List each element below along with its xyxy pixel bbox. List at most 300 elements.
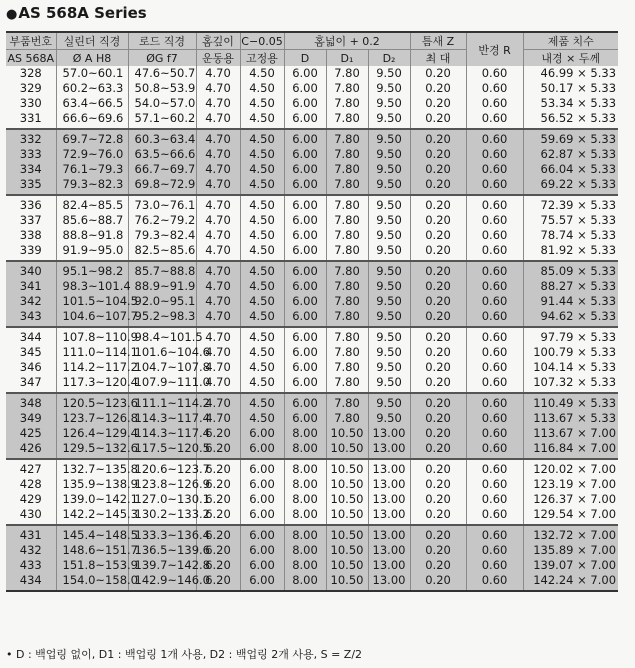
cell-clearance-max: 0.20 xyxy=(410,558,466,573)
cell-groove-width-d1: 7.80 xyxy=(326,96,368,111)
cell-cylinder-dia: 142.2~145.3 xyxy=(56,507,128,525)
cell-part-no: 347 xyxy=(19,375,42,389)
cell-clearance-max: 0.20 xyxy=(410,228,466,243)
cell-clearance-max: 0.20 xyxy=(410,162,466,177)
cell-groove-width-d2: 9.50 xyxy=(368,81,410,96)
cell-groove-depth-static: 4.50 xyxy=(240,81,284,96)
cell-groove-depth-dynamic: 4.70 xyxy=(196,81,240,96)
cell-clearance-max: 0.20 xyxy=(410,411,466,426)
header-static: 고정용 xyxy=(240,50,284,67)
cell-groove-depth-static: 4.50 xyxy=(240,243,284,261)
cell-part-no: 426 xyxy=(6,441,56,459)
cell-product-size: 107.32 × 5.33 xyxy=(523,375,618,393)
cell-radius: 0.60 xyxy=(466,459,523,477)
cell-groove-width-d2: 9.50 xyxy=(368,261,410,279)
table-row xyxy=(6,261,618,279)
table-row xyxy=(6,162,618,177)
cell-radius: 0.60 xyxy=(466,507,523,525)
cell-groove-depth-dynamic: 4.70 xyxy=(196,177,240,195)
cell-groove-width-d2: 9.50 xyxy=(368,345,410,360)
header-groove-depth: 홈깊이 xyxy=(196,32,240,50)
table-body xyxy=(6,66,618,591)
cell-clearance-max: 0.20 xyxy=(410,393,466,411)
cell-part-no: 432 xyxy=(6,543,56,558)
cell-radius: 0.60 xyxy=(466,426,523,441)
table-row xyxy=(6,459,618,477)
cell-groove-width-d1: 7.80 xyxy=(326,162,368,177)
cell-groove-depth-dynamic: 6.20 xyxy=(196,573,240,591)
cell-part-no: 340 xyxy=(6,261,56,279)
cell-groove-depth-dynamic: 4.70 xyxy=(196,345,240,360)
cell-part-no: 348 xyxy=(6,393,56,411)
cell-groove-width-d: 6.00 xyxy=(284,393,326,411)
cell-cylinder-dia: 95.1~98.2 xyxy=(56,261,128,279)
cell-groove-width-d2: 13.00 xyxy=(368,441,410,459)
table-row xyxy=(6,111,618,129)
cell-cylinder-dia: 132.7~135.8 xyxy=(56,459,128,477)
cell-rod-dia: 57.1~60.2 xyxy=(128,111,196,129)
cell-groove-width-d2: 13.00 xyxy=(368,426,410,441)
cell-radius: 0.60 xyxy=(466,279,523,294)
cell-clearance-max: 0.20 xyxy=(410,129,466,147)
cell-groove-width-d: 8.00 xyxy=(284,459,326,477)
cell-groove-depth-dynamic: 4.70 xyxy=(196,213,240,228)
cell-part-no: 338 xyxy=(19,228,42,242)
cell-radius: 0.60 xyxy=(466,558,523,573)
cell-groove-width-d1: 7.80 xyxy=(326,375,368,393)
cell-groove-width-d1: 10.50 xyxy=(326,441,368,459)
cell-groove-width-d2: 13.00 xyxy=(368,459,410,477)
table-row xyxy=(6,411,618,426)
cell-groove-depth-static: 4.50 xyxy=(240,111,284,129)
cell-groove-width-d1: 10.50 xyxy=(326,558,368,573)
cell-cylinder-dia: 139.0~142.1 xyxy=(56,492,128,507)
cell-rod-dia: 101.6~104.6 xyxy=(128,345,196,360)
cell-rod-dia: 79.3~82.4 xyxy=(128,228,196,243)
cell-groove-width-d: 6.00 xyxy=(284,309,326,327)
cell-part-no: 430 xyxy=(19,507,42,521)
header-bore-fit: Ø A H8 xyxy=(56,50,128,67)
cell-part-no: 336 xyxy=(6,195,56,213)
table-row xyxy=(6,195,618,213)
cell-rod-dia: 117.5~120.5 xyxy=(128,441,196,459)
cell-groove-depth-dynamic: 6.20 xyxy=(196,441,240,459)
cell-groove-depth-dynamic: 4.70 xyxy=(196,279,240,294)
cell-groove-depth-dynamic: 4.70 xyxy=(196,375,240,393)
cell-radius: 0.60 xyxy=(466,129,523,147)
table-row xyxy=(6,441,618,459)
cell-groove-depth-static: 6.00 xyxy=(240,492,284,507)
cell-groove-width-d: 6.00 xyxy=(284,177,326,195)
cell-cylinder-dia: 154.0~158.0 xyxy=(56,573,128,591)
cell-groove-depth-static: 4.50 xyxy=(240,177,284,195)
cell-groove-depth-static: 6.00 xyxy=(240,459,284,477)
cell-clearance-max: 0.20 xyxy=(410,327,466,345)
cell-groove-width-d1: 7.80 xyxy=(326,213,368,228)
cell-product-size: 142.24 × 7.00 xyxy=(523,573,618,591)
cell-cylinder-dia: 148.6~151.7 xyxy=(56,543,128,558)
cell-rod-dia: 69.8~72.9 xyxy=(128,177,196,195)
cell-groove-depth-static: 4.50 xyxy=(240,309,284,327)
cell-groove-depth-static: 4.50 xyxy=(240,327,284,345)
cell-groove-width-d: 8.00 xyxy=(284,492,326,507)
cell-clearance-max: 0.20 xyxy=(410,261,466,279)
cell-groove-depth-dynamic: 6.20 xyxy=(196,492,240,507)
cell-groove-width-d: 8.00 xyxy=(284,543,326,558)
cell-groove-depth-dynamic: 6.20 xyxy=(196,558,240,573)
header-d1: D₁ xyxy=(326,50,368,67)
cell-rod-dia: 120.6~123.7 xyxy=(128,459,196,477)
header-radius: 반경 R xyxy=(466,32,523,66)
cell-cylinder-dia: 76.1~79.3 xyxy=(56,162,128,177)
cell-groove-depth-static: 6.00 xyxy=(240,426,284,441)
cell-clearance-max: 0.20 xyxy=(410,81,466,96)
cell-groove-depth-dynamic: 4.70 xyxy=(196,411,240,426)
cell-radius: 0.60 xyxy=(466,525,523,543)
cell-radius: 0.60 xyxy=(466,345,523,360)
cell-radius: 0.60 xyxy=(466,375,523,393)
cell-clearance-max: 0.20 xyxy=(410,345,466,360)
cell-groove-depth-static: 6.00 xyxy=(240,477,284,492)
cell-groove-depth-dynamic: 4.70 xyxy=(196,393,240,411)
cell-groove-width-d2: 9.50 xyxy=(368,279,410,294)
cell-product-size: 69.22 × 5.33 xyxy=(523,177,618,195)
cell-rod-dia: 85.7~88.8 xyxy=(128,261,196,279)
cell-rod-dia: 111.1~114.2 xyxy=(128,393,196,411)
cell-rod-dia: 104.7~107.8 xyxy=(128,360,196,375)
cell-groove-width-d1: 7.80 xyxy=(326,81,368,96)
cell-groove-width-d2: 13.00 xyxy=(368,525,410,543)
cell-clearance-max: 0.20 xyxy=(410,459,466,477)
cell-groove-depth-dynamic: 6.20 xyxy=(196,543,240,558)
page-title xyxy=(6,4,147,22)
header-clearance: 틈새 Z xyxy=(410,32,466,50)
cell-groove-width-d: 6.00 xyxy=(284,162,326,177)
header-d: D xyxy=(284,50,326,67)
cell-rod-dia: 82.5~85.6 xyxy=(128,243,196,261)
table-row xyxy=(6,426,618,441)
header-as568a: AS 568A xyxy=(7,51,55,65)
cell-groove-width-d: 8.00 xyxy=(284,558,326,573)
cell-product-size: 94.62 × 5.33 xyxy=(523,309,618,327)
cell-groove-width-d2: 13.00 xyxy=(368,558,410,573)
cell-rod-dia: 139.7~142.8 xyxy=(128,558,196,573)
cell-part-no: 337 xyxy=(19,213,42,227)
table-row xyxy=(6,525,618,543)
cell-groove-width-d2: 9.50 xyxy=(368,162,410,177)
table-row xyxy=(6,96,618,111)
cell-product-size: 72.39 × 5.33 xyxy=(523,195,618,213)
header-max: 최 대 xyxy=(410,50,466,67)
header-d2: D₂ xyxy=(368,50,410,67)
cell-groove-depth-static: 6.00 xyxy=(240,525,284,543)
cell-radius: 0.60 xyxy=(466,543,523,558)
cell-clearance-max: 0.20 xyxy=(410,525,466,543)
cell-groove-width-d: 6.00 xyxy=(284,360,326,375)
cell-part-no: 428 xyxy=(19,477,42,491)
cell-groove-width-d: 8.00 xyxy=(284,441,326,459)
cell-groove-depth-static: 4.50 xyxy=(240,294,284,309)
table-row xyxy=(6,243,618,261)
cell-cylinder-dia: 60.2~63.3 xyxy=(56,81,128,96)
cell-cylinder-dia: 82.4~85.5 xyxy=(56,195,128,213)
header-product-size: 제품 치수 xyxy=(523,32,618,50)
cell-part-no: 333 xyxy=(6,147,56,162)
cell-groove-width-d2: 9.50 xyxy=(368,213,410,228)
table-row xyxy=(6,345,618,360)
cell-groove-width-d: 6.00 xyxy=(284,147,326,162)
table-row xyxy=(6,492,618,507)
cell-groove-width-d: 6.00 xyxy=(284,66,326,81)
cell-clearance-max: 0.20 xyxy=(410,543,466,558)
cell-groove-width-d: 6.00 xyxy=(284,195,326,213)
cell-rod-dia: 130.2~133.2 xyxy=(128,507,196,525)
cell-part-no: 341 xyxy=(6,279,56,294)
cell-cylinder-dia: 107.8~110.9 xyxy=(56,327,128,345)
cell-groove-depth-static: 4.50 xyxy=(240,411,284,426)
cell-groove-depth-dynamic: 4.70 xyxy=(196,360,240,375)
cell-radius: 0.60 xyxy=(466,162,523,177)
cell-cylinder-dia: 101.5~104.5 xyxy=(56,294,128,309)
cell-radius: 0.60 xyxy=(466,477,523,492)
cell-groove-width-d2: 13.00 xyxy=(368,507,410,525)
cell-cylinder-dia: 63.4~66.5 xyxy=(56,96,128,111)
cell-groove-width-d: 6.00 xyxy=(284,345,326,360)
table-header xyxy=(6,32,618,66)
bullet-icon: ● xyxy=(6,7,18,22)
cell-groove-width-d: 6.00 xyxy=(284,111,326,129)
cell-radius: 0.60 xyxy=(466,195,523,213)
cell-groove-depth-dynamic: 4.70 xyxy=(196,147,240,162)
cell-groove-width-d: 8.00 xyxy=(284,525,326,543)
cell-product-size: 135.89 × 7.00 xyxy=(523,543,618,558)
cell-radius: 0.60 xyxy=(466,573,523,591)
cell-rod-dia: 60.3~63.4 xyxy=(128,129,196,147)
cell-groove-width-d1: 7.80 xyxy=(326,111,368,129)
cell-groove-depth-dynamic: 6.20 xyxy=(196,507,240,525)
cell-rod-dia: 63.5~66.6 xyxy=(128,147,196,162)
cell-groove-width-d2: 13.00 xyxy=(368,492,410,507)
cell-cylinder-dia: 135.9~138.9 xyxy=(56,477,128,492)
cell-clearance-max: 0.20 xyxy=(410,177,466,195)
cell-clearance-max: 0.20 xyxy=(410,375,466,393)
cell-product-size: 66.04 × 5.33 xyxy=(523,162,618,177)
cell-product-size: 59.69 × 5.33 xyxy=(523,129,618,147)
cell-rod-dia: 92.0~95.1 xyxy=(128,294,196,309)
cell-groove-width-d1: 10.50 xyxy=(326,543,368,558)
cell-product-size: 85.09 × 5.33 xyxy=(523,261,618,279)
cell-product-size: 132.72 × 7.00 xyxy=(523,525,618,543)
cell-product-size: 88.27 × 5.33 xyxy=(523,279,618,294)
cell-product-size: 123.19 × 7.00 xyxy=(523,477,618,492)
cell-radius: 0.60 xyxy=(466,360,523,375)
table-row xyxy=(6,543,618,558)
cell-radius: 0.60 xyxy=(466,243,523,261)
cell-groove-width-d: 8.00 xyxy=(284,573,326,591)
cell-groove-width-d2: 9.50 xyxy=(368,360,410,375)
cell-radius: 0.60 xyxy=(466,111,523,129)
cell-part-no: 328 xyxy=(19,66,42,80)
cell-product-size: 53.34 × 5.33 xyxy=(523,96,618,111)
cell-radius: 0.60 xyxy=(466,393,523,411)
cell-product-size: 91.44 × 5.33 xyxy=(523,294,618,309)
cell-product-size: 126.37 × 7.00 xyxy=(523,492,618,507)
cell-groove-depth-static: 4.50 xyxy=(240,375,284,393)
cell-groove-depth-static: 6.00 xyxy=(240,573,284,591)
cell-part-no: 335 xyxy=(6,177,56,195)
cell-groove-width-d1: 10.50 xyxy=(326,525,368,543)
cell-groove-depth-static: 6.00 xyxy=(240,543,284,558)
header-rod-dia: 로드 직경 xyxy=(128,32,196,50)
cell-clearance-max: 0.20 xyxy=(410,426,466,441)
cell-cylinder-dia: 126.4~129.4 xyxy=(56,426,128,441)
cell-part-no: 339 xyxy=(19,243,42,257)
cell-groove-depth-static: 4.50 xyxy=(240,279,284,294)
cell-groove-depth-dynamic: 4.70 xyxy=(196,228,240,243)
cell-groove-width-d1: 7.80 xyxy=(326,261,368,279)
cell-groove-depth-static: 4.50 xyxy=(240,96,284,111)
cell-groove-depth-static: 6.00 xyxy=(240,558,284,573)
cell-part-no: 431 xyxy=(6,525,56,543)
cell-rod-dia: 47.6~50.7 xyxy=(128,66,196,81)
cell-cylinder-dia: 114.2~117.2 xyxy=(56,360,128,375)
cell-groove-width-d1: 7.80 xyxy=(326,345,368,360)
cell-product-size: 100.79 × 5.33 xyxy=(523,345,618,360)
cell-groove-width-d: 6.00 xyxy=(284,213,326,228)
cell-groove-depth-dynamic: 4.70 xyxy=(196,129,240,147)
cell-groove-depth-dynamic: 4.70 xyxy=(196,111,240,129)
header-dynamic: 운동용 xyxy=(196,50,240,67)
cell-cylinder-dia: 129.5~132.6 xyxy=(56,441,128,459)
cell-cylinder-dia: 120.5~123.6 xyxy=(56,393,128,411)
table-row xyxy=(6,573,618,591)
cell-groove-width-d2: 9.50 xyxy=(368,195,410,213)
cell-groove-width-d1: 7.80 xyxy=(326,294,368,309)
cell-groove-depth-dynamic: 6.20 xyxy=(196,459,240,477)
cell-groove-depth-dynamic: 4.70 xyxy=(196,261,240,279)
cell-cylinder-dia: 117.3~120.4 xyxy=(56,375,128,393)
cell-part-no: 342 xyxy=(6,294,56,309)
cell-product-size: 139.07 × 7.00 xyxy=(523,558,618,573)
cell-groove-depth-dynamic: 4.70 xyxy=(196,294,240,309)
cell-groove-width-d: 6.00 xyxy=(284,81,326,96)
cell-groove-depth-static: 4.50 xyxy=(240,228,284,243)
table-row xyxy=(6,393,618,411)
cell-groove-width-d1: 7.80 xyxy=(326,393,368,411)
cell-groove-width-d2: 9.50 xyxy=(368,228,410,243)
cell-rod-dia: 54.0~57.0 xyxy=(128,96,196,111)
cell-cylinder-dia: 79.3~82.3 xyxy=(56,177,128,195)
cell-groove-width-d: 6.00 xyxy=(284,129,326,147)
cell-part-no: 343 xyxy=(6,309,56,327)
cell-rod-dia: 88.9~91.9 xyxy=(128,279,196,294)
cell-radius: 0.60 xyxy=(466,261,523,279)
cell-product-size: 97.79 × 5.33 xyxy=(523,327,618,345)
cell-cylinder-dia: 111.0~114.1 xyxy=(56,345,128,360)
cell-part-no: 433 xyxy=(6,558,56,573)
cell-product-size: 113.67 × 5.33 xyxy=(523,411,618,426)
cell-clearance-max: 0.20 xyxy=(410,360,466,375)
cell-groove-depth-static: 4.50 xyxy=(240,261,284,279)
cell-rod-dia: 123.8~126.9 xyxy=(128,477,196,492)
cell-groove-width-d2: 9.50 xyxy=(368,243,410,261)
cell-groove-width-d1: 10.50 xyxy=(326,507,368,525)
cell-rod-dia: 76.2~79.2 xyxy=(128,213,196,228)
cell-groove-width-d2: 9.50 xyxy=(368,294,410,309)
cell-groove-depth-static: 4.50 xyxy=(240,147,284,162)
cell-clearance-max: 0.20 xyxy=(410,279,466,294)
table-row xyxy=(6,327,618,345)
header-part-no: 부품번호 xyxy=(6,32,56,50)
cell-groove-width-d1: 10.50 xyxy=(326,477,368,492)
cell-radius: 0.60 xyxy=(466,147,523,162)
cell-groove-width-d2: 9.50 xyxy=(368,411,410,426)
cell-groove-width-d: 6.00 xyxy=(284,375,326,393)
cell-product-size: 129.54 × 7.00 xyxy=(523,507,618,525)
cell-clearance-max: 0.20 xyxy=(410,294,466,309)
cell-cylinder-dia: 72.9~76.0 xyxy=(56,147,128,162)
cell-rod-dia: 136.5~139.6 xyxy=(128,543,196,558)
table-row xyxy=(6,228,618,243)
table-row xyxy=(6,309,618,327)
cell-groove-width-d2: 9.50 xyxy=(368,177,410,195)
table-row xyxy=(6,477,618,492)
cell-clearance-max: 0.20 xyxy=(410,111,466,129)
cell-rod-dia: 66.7~69.7 xyxy=(128,162,196,177)
cell-cylinder-dia: 85.6~88.7 xyxy=(56,213,128,228)
cell-groove-depth-static: 4.50 xyxy=(240,195,284,213)
cell-radius: 0.60 xyxy=(466,309,523,327)
cell-groove-depth-dynamic: 4.70 xyxy=(196,309,240,327)
cell-radius: 0.60 xyxy=(466,327,523,345)
cell-groove-width-d1: 7.80 xyxy=(326,129,368,147)
cell-clearance-max: 0.20 xyxy=(410,573,466,591)
cell-product-size: 46.99 × 5.33 xyxy=(523,66,618,81)
cell-groove-depth-static: 4.50 xyxy=(240,129,284,147)
cell-groove-width-d1: 7.80 xyxy=(326,177,368,195)
cell-part-no: 434 xyxy=(6,573,56,591)
cell-cylinder-dia: 145.4~148.5 xyxy=(56,525,128,543)
cell-part-no: 427 xyxy=(6,459,56,477)
cell-product-size: 104.14 × 5.33 xyxy=(523,360,618,375)
cell-clearance-max: 0.20 xyxy=(410,147,466,162)
cell-groove-width-d: 6.00 xyxy=(284,279,326,294)
cell-clearance-max: 0.20 xyxy=(410,309,466,327)
cell-groove-depth-static: 4.50 xyxy=(240,162,284,177)
cell-groove-width-d1: 7.80 xyxy=(326,327,368,345)
cell-groove-depth-dynamic: 4.70 xyxy=(196,243,240,261)
cell-product-size: 75.57 × 5.33 xyxy=(523,213,618,228)
cell-clearance-max: 0.20 xyxy=(410,441,466,459)
cell-clearance-max: 0.20 xyxy=(410,492,466,507)
cell-clearance-max: 0.20 xyxy=(410,195,466,213)
cell-groove-width-d1: 7.80 xyxy=(326,411,368,426)
cell-rod-dia: 73.0~76.1 xyxy=(128,195,196,213)
footnote: • D : 백업링 없이, D1 : 백업링 1개 사용, D2 : 백업링 2개 사용, S = Z/2 xyxy=(6,648,363,661)
cell-groove-width-d: 6.00 xyxy=(284,261,326,279)
page-title-text: AS 568A Series xyxy=(18,4,147,22)
cell-clearance-max: 0.20 xyxy=(410,477,466,492)
cell-rod-dia: 133.3~136.4 xyxy=(128,525,196,543)
cell-cylinder-dia: 88.8~91.8 xyxy=(56,228,128,243)
cell-groove-width-d2: 13.00 xyxy=(368,573,410,591)
cell-clearance-max: 0.20 xyxy=(410,66,466,81)
cell-radius: 0.60 xyxy=(466,228,523,243)
cell-groove-width-d2: 9.50 xyxy=(368,66,410,81)
cell-groove-width-d: 6.00 xyxy=(284,243,326,261)
cell-groove-width-d1: 7.80 xyxy=(326,147,368,162)
cell-groove-width-d: 8.00 xyxy=(284,507,326,525)
